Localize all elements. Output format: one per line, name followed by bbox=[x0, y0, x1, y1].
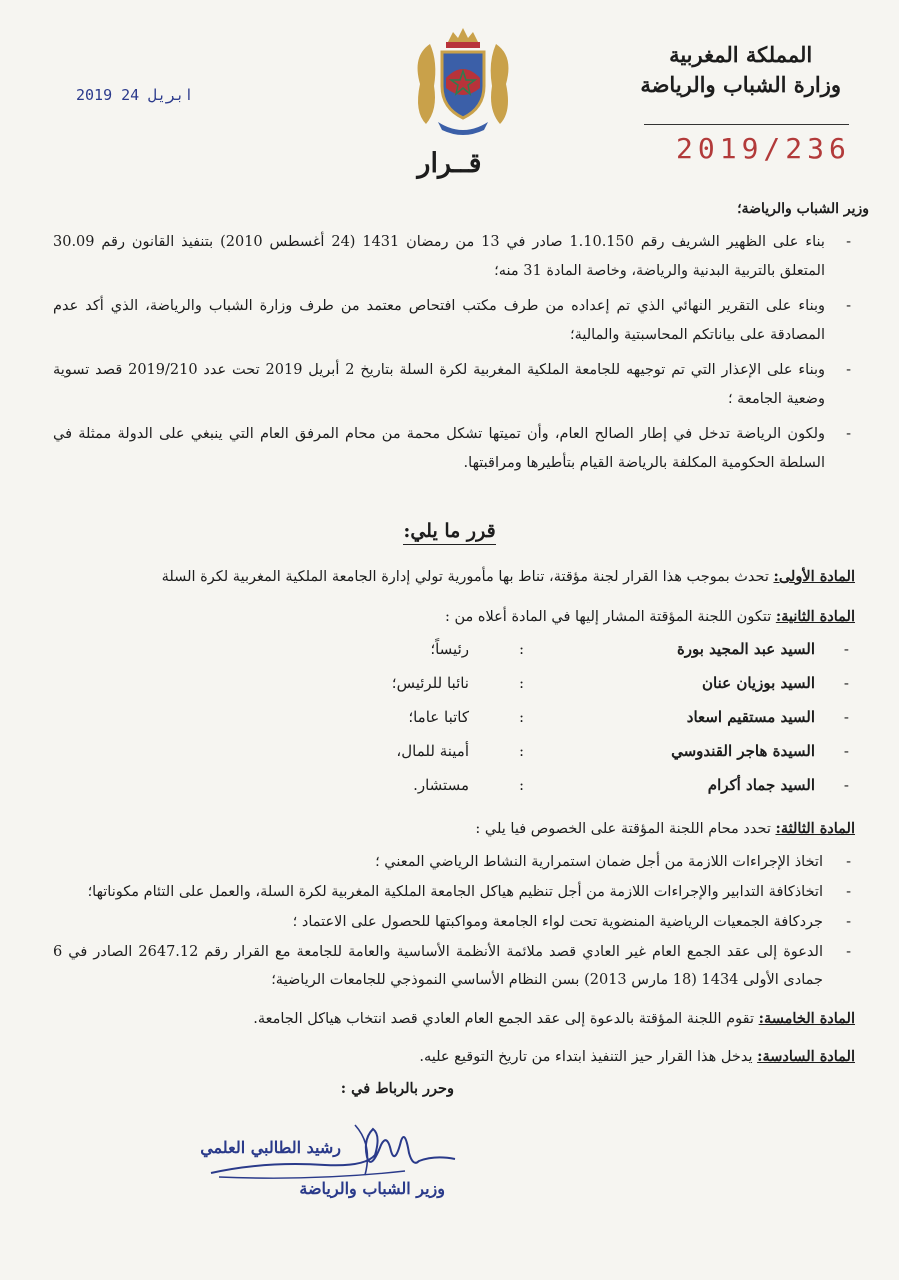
member-separator: : bbox=[518, 674, 524, 692]
article-title: المادة السادسة: bbox=[757, 1048, 855, 1065]
committee-tasks bbox=[53, 848, 853, 996]
article-text: تقوم اللجنة المؤقتة بالدعوة إلى عقد الجمع العام العادي قصد انتخاب هياكل الجامعة. bbox=[253, 1011, 754, 1027]
member-role: كاتبا عاما؛ bbox=[408, 708, 469, 726]
article-title: المادة الثالثة: bbox=[775, 820, 855, 837]
member-separator: : bbox=[518, 742, 524, 760]
preamble-item: - بناء على الظهير الشريف رقم 1.10.150 صادر في 13 من رمضان 1431 (24 أغسطس 2010) بتنفيذ القانون رقم 30.09 المتعلق بالتربية البدنية والرياضة، وخاصة المادة 31 منه؛ bbox=[53, 228, 853, 286]
member-name: السيد عبد المجيد بورة bbox=[676, 640, 815, 658]
article-title: المادة الخامسة: bbox=[758, 1010, 855, 1027]
member-name: السيدة هاجر القندوسي bbox=[671, 742, 815, 760]
ministry-name: وزارة الشباب والرياضة bbox=[640, 72, 841, 98]
member-name: السيد جماد أكرام bbox=[707, 776, 815, 794]
member-separator: : bbox=[518, 640, 524, 658]
task-item: - الدعوة إلى عقد الجمع العام غير العادي قصد ملائمة الأنظمة الأساسية والعامة للجامعة مع القرار رقم 2647.12 الصادر في 6 جمادى الأولى 1434 (18 مارس 2013) بسن النظام الأساسي النموذجي للجامعات الرياضية؛ bbox=[53, 938, 853, 994]
preamble-list bbox=[53, 228, 853, 484]
article-text: تتكون اللجنة المؤقتة المشار إليها في المادة أعلاه من : bbox=[445, 609, 772, 625]
signatory-name: رشيد الطالبي العلمي bbox=[200, 1138, 341, 1157]
letterhead bbox=[640, 40, 841, 101]
article-title: المادة الأولى: bbox=[773, 568, 855, 585]
article-text: تحدث بموجب هذا القرار لجنة مؤقتة، تناط بها مأمورية تولي إدارة الجامعة الملكية المغربية لكرة السلة bbox=[161, 569, 769, 585]
preamble-item: - ولكون الرياضة تدخل في إطار الصالح العام، وأن تميتها تشكل محمة من محام المرفق العام التي ينبغي على الدولة ممثلة في السلطة الحكومية المكلفة بالرياضة القيام بتأطيرها ومراقبتها. bbox=[53, 420, 853, 478]
member-separator: : bbox=[518, 776, 524, 794]
document-title: قــرار bbox=[417, 148, 482, 179]
member-separator: : bbox=[518, 708, 524, 726]
task-item: - جردكافة الجمعيات الرياضية المنضوية تحت لواء الجامعة ومواكبتها للحصول على الاعتماد ؛ bbox=[53, 908, 853, 936]
member-row: - السيد جماد أكرام : مستشار. bbox=[413, 776, 849, 794]
task-item: - اتخاذكافة التدابير والإجراءات اللازمة من أجل تنظيم هياكل الجامعة الملكية المغربية لكرة السلة، والعمل على التئام مكوناتها؛ bbox=[53, 878, 853, 906]
member-row: - السيد بوزيان عنان : نائبا للرئيس؛ bbox=[391, 674, 849, 692]
signatory-title: وزير الشباب والرياضة bbox=[299, 1179, 445, 1198]
member-row: - السيدة هاجر القندوسي : أمينة للمال، bbox=[396, 742, 849, 760]
article-text: تحدد محام اللجنة المؤقتة على الخصوص فيا يلي : bbox=[475, 821, 771, 837]
committee-members bbox=[289, 640, 849, 810]
member-role: رئيساً؛ bbox=[430, 640, 469, 658]
article-2 bbox=[40, 603, 855, 631]
member-role: مستشار. bbox=[413, 776, 469, 794]
preamble-item: - وبناء على التقرير النهائي الذي تم إعداده من طرف مكتب افتحاص معتمد من طرف وزارة الشباب والرياضة، الذي أكد عدم المصادقة على بياناتكم المحاسبتية والمالية؛ bbox=[53, 292, 853, 350]
decision-heading bbox=[0, 520, 899, 542]
handwritten-date: 2019 24 ابريل bbox=[76, 86, 194, 104]
article-1 bbox=[40, 563, 855, 591]
decree-number: 2019/236 bbox=[676, 132, 851, 165]
member-name: السيد بوزيان عنان bbox=[702, 674, 815, 692]
member-role: أمينة للمال، bbox=[396, 742, 469, 760]
member-row: - السيد مستقيم اسعاد : كاتبا عاما؛ bbox=[408, 708, 849, 726]
article-3 bbox=[40, 815, 855, 843]
member-name: السيد مستقيم اسعاد bbox=[686, 708, 815, 726]
kingdom-name: المملكة المغربية bbox=[669, 42, 813, 67]
preamble-item: - وبناء على الإعذار التي تم توجيهه للجامعة الملكية المغربية لكرة السلة بتاريخ 2 أبريل 2019 تحت عدد 2019/210 قصد تسوية وضعية الجامعة ؛ bbox=[53, 356, 853, 414]
member-role: نائبا للرئيس؛ bbox=[391, 674, 469, 692]
article-title: المادة الثانية: bbox=[775, 608, 855, 625]
signing-place: وحرر بالرباط في : bbox=[340, 1080, 454, 1097]
article-text: يدخل هذا القرار حيز التنفيذ ابتداء من تاريخ التوقيع عليه. bbox=[419, 1049, 753, 1065]
decision-heading-text: قرر ما يلي: bbox=[403, 520, 495, 545]
moroccan-coat-of-arms-icon bbox=[408, 26, 518, 138]
task-item: - اتخاذ الإجراءات اللازمة من أجل ضمان استمرارية النشاط الرياضي المعني ؛ bbox=[53, 848, 853, 876]
member-row: - السيد عبد المجيد بورة : رئيساً؛ bbox=[430, 640, 849, 658]
article-5 bbox=[40, 1005, 855, 1033]
letterhead-divider bbox=[644, 124, 849, 125]
minister-line: وزير الشباب والرياضة؛ bbox=[737, 201, 869, 217]
article-6 bbox=[40, 1043, 855, 1071]
